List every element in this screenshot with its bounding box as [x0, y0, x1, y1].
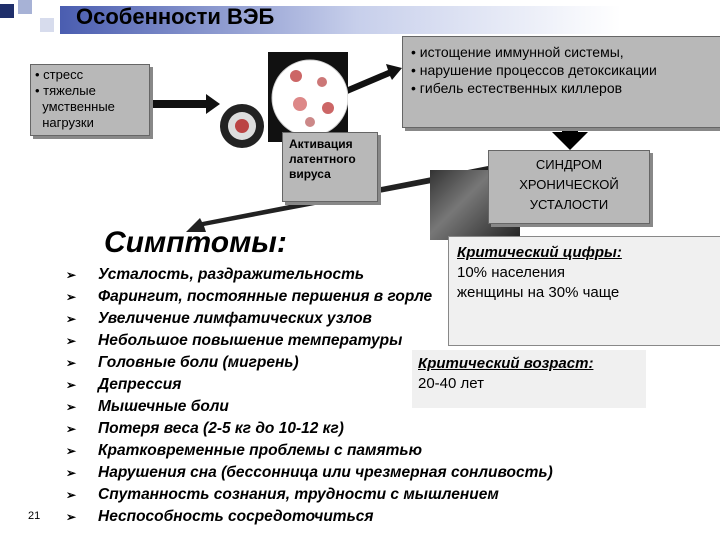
arrow-bullet-icon: ➢: [66, 488, 77, 502]
arrow-bullet-icon: ➢: [66, 290, 77, 304]
stress-line: • стресс: [35, 67, 84, 82]
arrow-bullet-icon: ➢: [66, 466, 77, 480]
arrow-bullet-icon: ➢: [66, 378, 77, 392]
critical-age-box: [412, 350, 646, 408]
symptom-text: Потеря веса (2-5 кг до 10-12 кг): [98, 420, 344, 437]
arrow-bullet-icon: ➢: [66, 334, 77, 348]
syndrome-box: [488, 150, 650, 224]
arrow-bullet-icon: ➢: [66, 444, 77, 458]
syndrome-line: СИНДРОМ: [535, 157, 603, 172]
effect-line: • гибель естественных киллеров: [411, 80, 623, 96]
symptom-text: Спутанность сознания, трудности с мышлением: [98, 486, 499, 503]
activation-line: Активация: [289, 137, 353, 151]
arrow-bullet-icon: ➢: [66, 356, 77, 370]
arrow-bullet-icon: ➢: [66, 422, 77, 436]
critical-numbers-box: [448, 236, 720, 346]
arrow-bullet-icon: ➢: [66, 400, 77, 414]
syndrome-line: УСТАЛОСТИ: [529, 197, 609, 212]
activation-line: вируса: [289, 167, 331, 181]
symptom-text: Фарингит, постоянные першения в горле: [98, 288, 433, 305]
symptom-text: Головные боли (мигрень): [98, 354, 299, 371]
list-item: [66, 484, 706, 506]
list-item: [66, 462, 706, 484]
arrow-bullet-icon: ➢: [66, 268, 77, 282]
stress-line: • тяжелые: [35, 83, 96, 98]
arrow-stress-to-cells: [140, 94, 220, 114]
activation-line: латентного: [289, 152, 356, 166]
symptom-text: Увеличение лимфатических узлов: [98, 310, 372, 327]
critical-age-value: 20-40 лет: [418, 375, 484, 392]
effects-box: [402, 36, 720, 128]
stress-line: нагрузки: [35, 115, 94, 130]
effect-line: • нарушение процессов детоксикации: [411, 62, 657, 78]
critical-numbers-line: 10% населения: [457, 264, 566, 281]
symptom-text: Неспособность сосредоточиться: [98, 508, 374, 525]
symptom-text: Депрессия: [98, 376, 182, 393]
slide-title: Особенности ВЭБ: [76, 4, 275, 29]
activation-box: [282, 132, 378, 202]
critical-age-heading: Критический возраст:: [418, 355, 594, 372]
effect-line: • истощение иммунной системы,: [411, 44, 624, 60]
symptom-text: Мышечные боли: [98, 398, 229, 415]
arrow-bullet-icon: ➢: [66, 510, 77, 524]
page-number: 21: [28, 510, 41, 522]
stress-box: [30, 64, 150, 136]
symptom-text: Небольшое повышение температуры: [98, 332, 403, 349]
list-item: [66, 506, 706, 528]
symptoms-heading: Симптомы:: [104, 226, 287, 259]
symptom-text: Нарушения сна (бессонница или чрезмерная сонливость): [98, 464, 553, 481]
list-item: [66, 440, 706, 462]
arrow-bullet-icon: ➢: [66, 312, 77, 326]
critical-numbers-line: женщины на 30% чаще: [457, 284, 620, 301]
symptom-text: Кратковременные проблемы с памятью: [98, 442, 423, 459]
stress-line: умственные: [35, 99, 115, 114]
syndrome-line: ХРОНИЧЕСКОЙ: [519, 177, 619, 192]
critical-numbers-heading: Критический цифры:: [457, 244, 622, 261]
list-item: [66, 418, 706, 440]
symptom-text: Усталость, раздражительность: [98, 266, 365, 283]
